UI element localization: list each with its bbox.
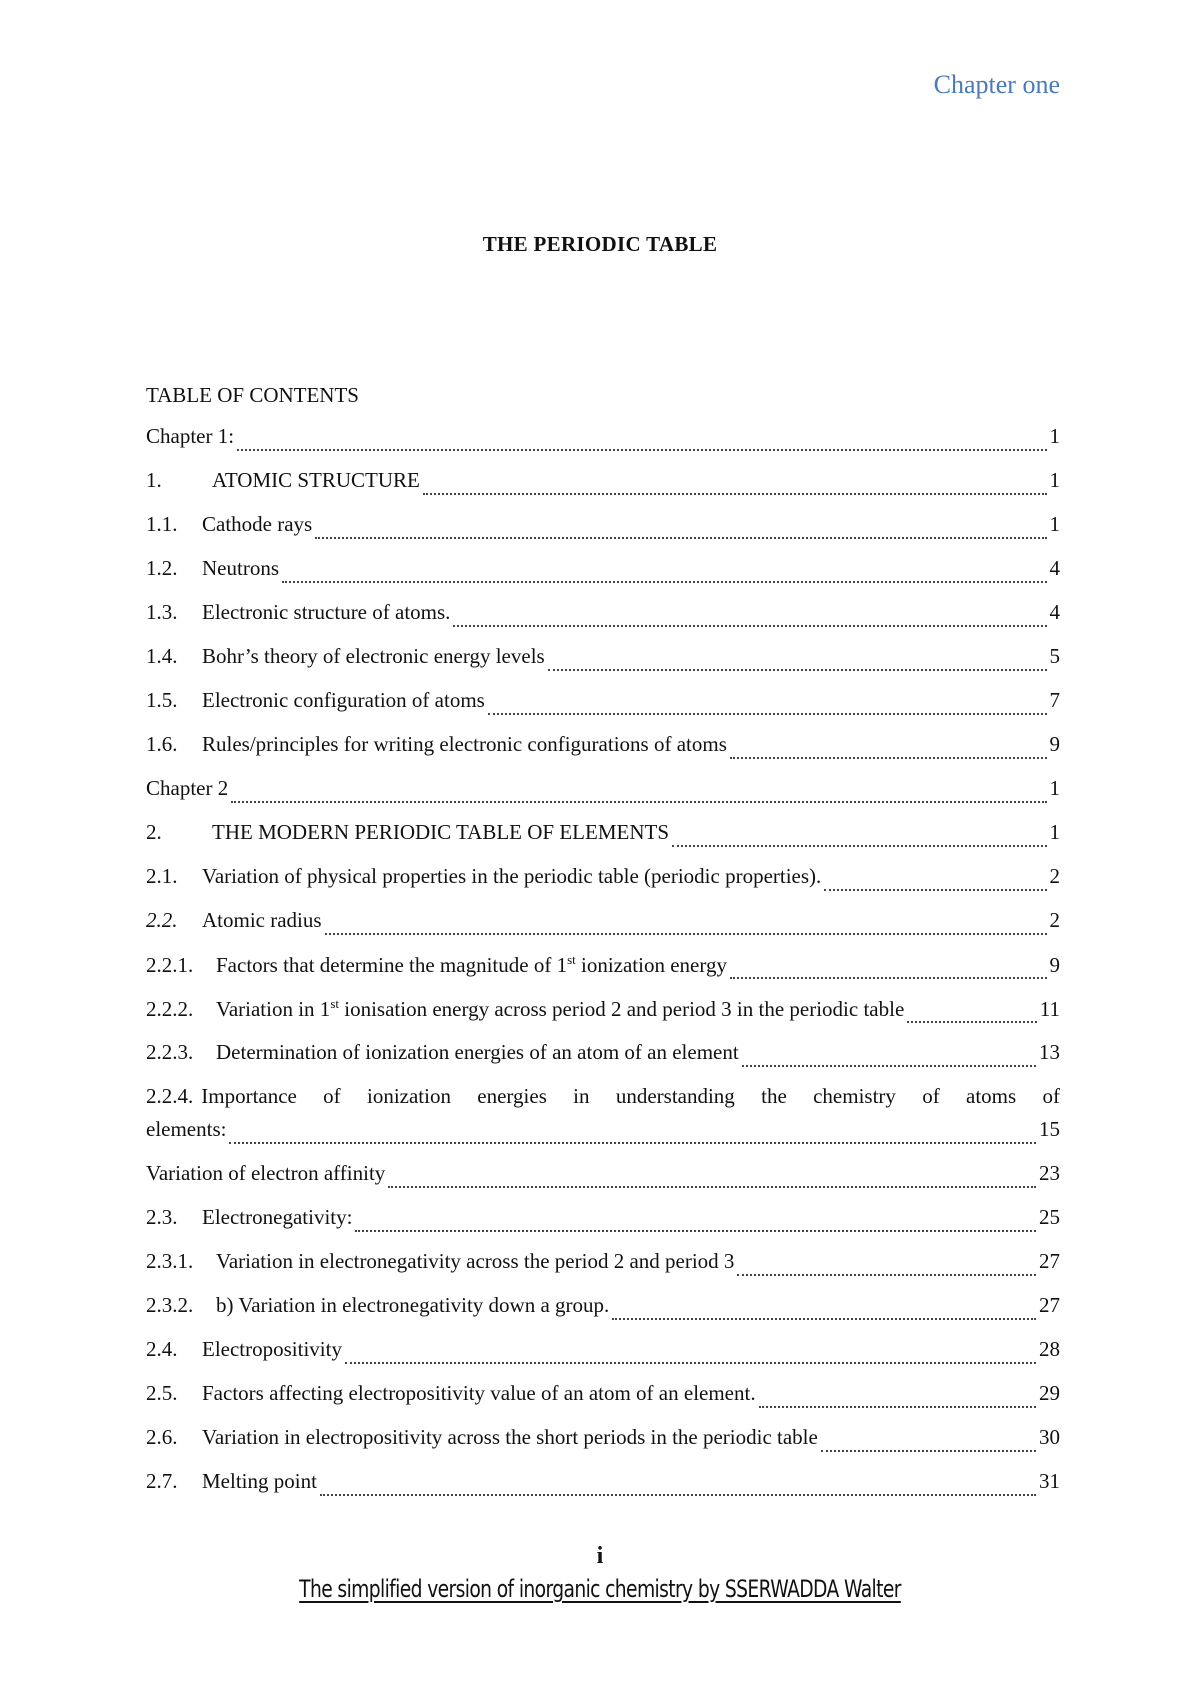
toc-entry-number: 2.2.4. bbox=[146, 1084, 194, 1108]
toc-entry-2-1[interactable] bbox=[146, 864, 1060, 897]
toc-entry-label: Rules/principles for writing electronic configurations of atoms bbox=[202, 732, 727, 756]
toc-entry-number: 1.2. bbox=[146, 556, 178, 580]
toc-entry-page: 4 bbox=[1049, 600, 1060, 624]
toc-entry-number: 1.1. bbox=[146, 512, 178, 536]
toc-entry-chapter-2[interactable] bbox=[146, 776, 1060, 809]
toc-entry-line-1 bbox=[146, 1084, 1060, 1117]
footer-credit-text: The simplified version of inorganic chemistry by SSERWADDA Walter bbox=[299, 1575, 901, 1603]
toc-entry-label: Cathode rays bbox=[202, 512, 313, 536]
toc-dot-leader bbox=[824, 888, 1046, 891]
toc-label-part: Variation in 1 bbox=[216, 997, 331, 1021]
toc-entry-label: Electronegativity: bbox=[202, 1205, 353, 1229]
toc-entry-page: 2 bbox=[1049, 864, 1060, 888]
toc-dot-leader bbox=[315, 536, 1046, 539]
toc-entry-1-2[interactable] bbox=[146, 556, 1060, 589]
toc-entry-label: Variation in electronegativity across the period 2 and period 3 bbox=[216, 1249, 735, 1273]
toc-entry-1-5[interactable] bbox=[146, 688, 1060, 721]
toc-entry-page: 1 bbox=[1049, 468, 1060, 492]
toc-dot-leader bbox=[730, 976, 1047, 979]
toc-entry-page: 1 bbox=[1049, 776, 1060, 800]
toc-entry-2-2-2[interactable] bbox=[146, 996, 1060, 1029]
page-number: i bbox=[596, 1543, 604, 1569]
toc-entry-page: 28 bbox=[1039, 1337, 1060, 1361]
toc-entry-number: 2.3.2. bbox=[146, 1293, 194, 1317]
toc-entry-label: Variation of physical properties in the periodic table (periodic properties). bbox=[202, 864, 822, 888]
toc-heading: TABLE OF CONTENTS bbox=[146, 383, 359, 407]
toc-entry-1-1[interactable] bbox=[146, 512, 1060, 545]
toc-entry-number: 2.2.2. bbox=[146, 997, 194, 1021]
superscript: st bbox=[330, 996, 339, 1011]
toc-entry-chapter-1[interactable] bbox=[146, 424, 1060, 457]
toc-entry-number: 2.3.1. bbox=[146, 1249, 194, 1273]
toc-entry-1-4[interactable] bbox=[146, 644, 1060, 677]
toc-entry-label: Electronic structure of atoms. bbox=[202, 600, 451, 624]
toc-entry-page: 27 bbox=[1039, 1293, 1060, 1317]
toc-entry-2[interactable] bbox=[146, 820, 1060, 853]
toc-dot-leader bbox=[742, 1064, 1036, 1067]
toc-entry-2-3[interactable] bbox=[146, 1205, 1060, 1238]
toc-entry-line-2 bbox=[146, 1117, 1060, 1150]
toc-entry-1[interactable] bbox=[146, 468, 1060, 501]
toc-entry-2-6[interactable] bbox=[146, 1425, 1060, 1458]
toc-entry-electron-affinity[interactable] bbox=[146, 1161, 1060, 1194]
toc-entry-page: 11 bbox=[1039, 997, 1060, 1021]
toc-dot-leader bbox=[612, 1317, 1036, 1320]
toc-entry-number: 2.5. bbox=[146, 1381, 178, 1405]
toc-entry-label: Neutrons bbox=[202, 556, 279, 580]
toc-entry-page: 23 bbox=[1039, 1161, 1060, 1185]
toc-entry-label: Variation in electropositivity across the short periods in the periodic table bbox=[202, 1425, 818, 1449]
toc-entry-number: 1.6. bbox=[146, 732, 178, 756]
table-of-contents bbox=[146, 424, 1060, 1513]
toc-entry-label: Importance of ionization energies in understanding the chemistry of atoms of bbox=[201, 1084, 1060, 1108]
toc-label-part: Factors that determine the magnitude of 1 bbox=[216, 953, 568, 977]
toc-entry-number: 1. bbox=[146, 468, 162, 492]
toc-entry-page: 2 bbox=[1049, 908, 1060, 932]
toc-entry-page: 15 bbox=[1039, 1117, 1060, 1141]
toc-dot-leader bbox=[737, 1273, 1036, 1276]
toc-dot-leader bbox=[423, 492, 1047, 495]
toc-dot-leader bbox=[488, 712, 1047, 715]
toc-entry-page: 13 bbox=[1039, 1040, 1060, 1064]
toc-entry-label: Bohr’s theory of electronic energy levels bbox=[202, 644, 545, 668]
toc-dot-leader bbox=[229, 1141, 1036, 1144]
toc-label-part: ionization energy bbox=[575, 953, 727, 977]
toc-entry-label-continued: elements: bbox=[146, 1117, 227, 1141]
toc-entry-number: 1.5. bbox=[146, 688, 178, 712]
toc-entry-page: 9 bbox=[1049, 953, 1060, 977]
toc-dot-leader bbox=[355, 1229, 1036, 1232]
superscript: st bbox=[567, 952, 576, 967]
toc-dot-leader bbox=[325, 932, 1047, 935]
toc-entry-number: 2.2. bbox=[146, 908, 178, 932]
toc-entry-number: 2. bbox=[146, 820, 162, 844]
toc-entry-1-3[interactable] bbox=[146, 600, 1060, 633]
toc-entry-2-2-1[interactable] bbox=[146, 952, 1060, 985]
toc-dot-leader bbox=[907, 1020, 1036, 1023]
toc-entry-number: 2.6. bbox=[146, 1425, 178, 1449]
toc-dot-leader bbox=[345, 1361, 1036, 1364]
toc-entry-label bbox=[216, 996, 904, 1022]
toc-entry-number: 2.7. bbox=[146, 1469, 178, 1493]
toc-entry-label: Factors affecting electropositivity value of an atom of an element. bbox=[202, 1381, 756, 1405]
toc-entry-2-3-2[interactable] bbox=[146, 1293, 1060, 1326]
toc-entry-2-7[interactable] bbox=[146, 1469, 1060, 1502]
toc-entry-page: 31 bbox=[1039, 1469, 1060, 1493]
toc-entry-label: Melting point bbox=[202, 1469, 317, 1493]
toc-entry-label: Variation of electron affinity bbox=[146, 1161, 386, 1185]
toc-entry-page: 27 bbox=[1039, 1249, 1060, 1273]
toc-dot-leader bbox=[320, 1493, 1036, 1496]
toc-dot-leader bbox=[388, 1185, 1036, 1188]
toc-dot-leader bbox=[672, 844, 1046, 847]
toc-entry-label: Electronic configuration of atoms bbox=[202, 688, 485, 712]
toc-entry-page: 29 bbox=[1039, 1381, 1060, 1405]
toc-entry-number: 2.2.3. bbox=[146, 1040, 194, 1064]
toc-dot-leader bbox=[231, 800, 1046, 803]
toc-entry-2-2-4[interactable] bbox=[146, 1084, 1060, 1150]
document-title: THE PERIODIC TABLE bbox=[482, 232, 718, 256]
toc-entry-2-2-3[interactable] bbox=[146, 1040, 1060, 1073]
toc-entry-label: Chapter 1: bbox=[146, 424, 235, 448]
toc-entry-number: 2.3. bbox=[146, 1205, 178, 1229]
toc-entry-page: 5 bbox=[1049, 644, 1060, 668]
toc-entry-label: Determination of ionization energies of an atom of an element bbox=[216, 1040, 739, 1064]
toc-entry-page: 1 bbox=[1049, 512, 1060, 536]
toc-entry-page: 30 bbox=[1039, 1425, 1060, 1449]
toc-entry-number: 1.4. bbox=[146, 644, 178, 668]
toc-dot-leader bbox=[821, 1449, 1036, 1452]
toc-dot-leader bbox=[237, 448, 1046, 451]
toc-label-part: ionisation energy across period 2 and period 3 in the periodic table bbox=[338, 997, 905, 1021]
toc-dot-leader bbox=[282, 580, 1047, 583]
toc-entry-page: 9 bbox=[1049, 732, 1060, 756]
toc-entry-page: 25 bbox=[1039, 1205, 1060, 1229]
toc-entry-label: Chapter 2 bbox=[146, 776, 229, 800]
toc-entry-1-6[interactable] bbox=[146, 732, 1060, 765]
toc-entry-2-2[interactable] bbox=[146, 908, 1060, 941]
toc-entry-2-3-1[interactable] bbox=[146, 1249, 1060, 1282]
toc-dot-leader bbox=[548, 668, 1047, 671]
footer-credit bbox=[132, 1575, 1068, 1603]
toc-entry-number: 1.3. bbox=[146, 600, 178, 624]
toc-entry-label: ATOMIC STRUCTURE bbox=[212, 468, 420, 492]
toc-entry-number: 2.2.1. bbox=[146, 953, 194, 977]
toc-dot-leader bbox=[730, 756, 1047, 759]
toc-entry-page: 1 bbox=[1049, 424, 1060, 448]
toc-dot-leader bbox=[453, 624, 1046, 627]
toc-entry-2-4[interactable] bbox=[146, 1337, 1060, 1370]
toc-entry-number: 2.4. bbox=[146, 1337, 178, 1361]
toc-entry-2-5[interactable] bbox=[146, 1381, 1060, 1414]
toc-entry-page: 7 bbox=[1049, 688, 1060, 712]
toc-entry-label: Electropositivity bbox=[202, 1337, 342, 1361]
toc-entry-label: Atomic radius bbox=[202, 908, 322, 932]
toc-entry-page: 1 bbox=[1049, 820, 1060, 844]
chapter-label: Chapter one bbox=[933, 70, 1060, 99]
toc-entry-label: THE MODERN PERIODIC TABLE OF ELEMENTS bbox=[212, 820, 670, 844]
toc-dot-leader bbox=[759, 1405, 1036, 1408]
toc-entry-page: 4 bbox=[1049, 556, 1060, 580]
toc-entry-label: b) Variation in electronegativity down a group. bbox=[216, 1293, 610, 1317]
toc-entry-label bbox=[216, 952, 727, 978]
toc-entry-number: 2.1. bbox=[146, 864, 178, 888]
